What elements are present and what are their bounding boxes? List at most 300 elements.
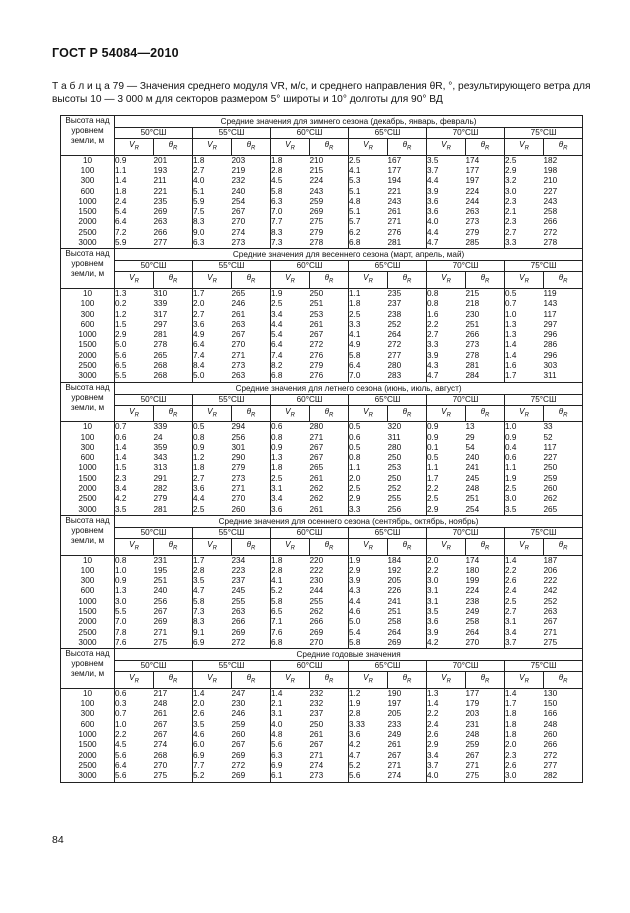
symbol-header-row bbox=[61, 272, 583, 289]
speed-cell: 2.0 bbox=[349, 473, 361, 483]
speed-cell: 6.8 bbox=[271, 371, 283, 381]
direction-cell: 255 bbox=[388, 494, 427, 504]
latitude-header: 70°СШ bbox=[427, 661, 505, 672]
speed-cell: 7.0 bbox=[349, 371, 361, 381]
speed-cell: 5.5 bbox=[115, 371, 127, 381]
direction-cell: 274 bbox=[232, 228, 271, 238]
direction-cell: 274 bbox=[388, 771, 427, 782]
direction-cell: 250 bbox=[388, 474, 427, 484]
speed-cell: 6.3 bbox=[271, 196, 283, 206]
speed-cell: 6.8 bbox=[271, 637, 283, 647]
direction-cell: 273 bbox=[232, 361, 271, 371]
direction-cell: 174 bbox=[466, 555, 505, 566]
speed-cell: 1.8 bbox=[271, 555, 310, 566]
speed-symbol: $V_R$ bbox=[349, 405, 388, 422]
direction-cell: 280 bbox=[388, 443, 427, 453]
speed-cell: 3.5 bbox=[193, 576, 205, 586]
speed-cell: 4.4 bbox=[193, 494, 205, 504]
speed-cell: 6.9 bbox=[193, 637, 205, 647]
speed-cell: 0.6 bbox=[505, 453, 517, 463]
speed-cell: 1.8 bbox=[115, 186, 127, 196]
height-cell: 600 bbox=[61, 586, 115, 596]
direction-cell: 262 bbox=[310, 494, 349, 504]
direction-cell: 275 bbox=[154, 638, 193, 649]
direction-cell: 279 bbox=[310, 228, 349, 238]
speed-cell: 3.5 bbox=[193, 719, 205, 729]
speed-cell: 5.4 bbox=[271, 330, 283, 340]
direction-cell: 241 bbox=[466, 463, 505, 473]
speed-cell: 4.6 bbox=[193, 730, 205, 740]
direction-cell: 267 bbox=[154, 730, 193, 740]
speed-cell: 3.6 bbox=[427, 617, 439, 627]
speed-cell: 2.5 bbox=[349, 309, 361, 319]
speed-cell: 2.7 bbox=[193, 165, 205, 175]
speed-cell: 4.3 bbox=[349, 586, 361, 596]
height-cell: 2500 bbox=[61, 628, 115, 638]
season-header-row bbox=[61, 382, 583, 394]
speed-cell: 5.1 bbox=[193, 186, 205, 196]
speed-cell: 2.9 bbox=[349, 494, 361, 504]
speed-cell: 2.0 bbox=[193, 299, 205, 309]
table-row bbox=[61, 340, 583, 350]
season-title: Средние значения для летнего сезона (июнь, июль, август) bbox=[115, 382, 583, 394]
speed-cell: 1.3 bbox=[505, 330, 517, 340]
table-row bbox=[61, 699, 583, 709]
speed-cell: 5.6 bbox=[115, 771, 154, 782]
direction-cell: 187 bbox=[544, 555, 583, 566]
direction-cell: 230 bbox=[466, 310, 505, 320]
direction-cell: 237 bbox=[310, 709, 349, 719]
direction-cell: 258 bbox=[544, 207, 583, 217]
direction-cell: 273 bbox=[310, 771, 349, 782]
direction-cell: 272 bbox=[232, 638, 271, 649]
direction-cell: 271 bbox=[544, 628, 583, 638]
latitude-header-row bbox=[61, 394, 583, 405]
speed-cell: 2.7 bbox=[427, 330, 439, 340]
speed-cell: 6.4 bbox=[115, 217, 127, 227]
speed-cell: 2.4 bbox=[505, 586, 517, 596]
speed-cell: 8.3 bbox=[193, 617, 205, 627]
direction-cell: 266 bbox=[154, 228, 193, 238]
speed-cell: 8.4 bbox=[193, 361, 205, 371]
direction-symbol: $\theta_R$ bbox=[388, 538, 427, 555]
direction-cell: 282 bbox=[154, 484, 193, 494]
speed-cell: 5.2 bbox=[193, 771, 232, 782]
speed-cell: 2.5 bbox=[427, 494, 439, 504]
direction-symbol: $\theta_R$ bbox=[232, 405, 271, 422]
table-row bbox=[61, 720, 583, 730]
speed-cell: 1.5 bbox=[115, 463, 127, 473]
direction-cell: 243 bbox=[544, 197, 583, 207]
direction-cell: 233 bbox=[388, 720, 427, 730]
latitude-header: 70°СШ bbox=[427, 261, 505, 272]
direction-cell: 256 bbox=[388, 505, 427, 516]
speed-cell: 1.3 bbox=[427, 688, 466, 699]
direction-cell: 267 bbox=[154, 720, 193, 730]
direction-cell: 230 bbox=[232, 699, 271, 709]
direction-cell: 267 bbox=[232, 330, 271, 340]
direction-cell: 246 bbox=[232, 299, 271, 309]
direction-cell: 248 bbox=[466, 730, 505, 740]
speed-symbol: $V_R$ bbox=[349, 272, 388, 289]
direction-cell: 117 bbox=[544, 443, 583, 453]
speed-cell: 3.0 bbox=[505, 771, 544, 782]
speed-cell: 1.8 bbox=[505, 709, 517, 719]
speed-cell: 2.2 bbox=[427, 484, 439, 494]
speed-cell: 5.0 bbox=[349, 617, 361, 627]
speed-cell: 2.8 bbox=[271, 565, 283, 575]
direction-cell: 270 bbox=[310, 638, 349, 649]
latitude-header: 70°СШ bbox=[427, 394, 505, 405]
speed-cell: 2.5 bbox=[505, 155, 544, 166]
speed-cell: 0.7 bbox=[115, 422, 154, 433]
direction-cell: 273 bbox=[466, 217, 505, 227]
direction-symbol: $\theta_R$ bbox=[544, 672, 583, 689]
speed-cell: 2.9 bbox=[349, 565, 361, 575]
speed-cell: 3.33 bbox=[349, 719, 365, 729]
table-row bbox=[61, 474, 583, 484]
speed-cell: 7.0 bbox=[115, 617, 127, 627]
height-cell: 1000 bbox=[61, 330, 115, 340]
direction-cell: 271 bbox=[232, 484, 271, 494]
height-cell: 2500 bbox=[61, 228, 115, 238]
direction-cell: 269 bbox=[310, 628, 349, 638]
direction-cell: 279 bbox=[154, 494, 193, 504]
speed-cell: 0.8 bbox=[427, 299, 439, 309]
speed-cell: 5.0 bbox=[115, 340, 127, 350]
table-row bbox=[61, 607, 583, 617]
speed-cell: 4.2 bbox=[115, 494, 127, 504]
table-row bbox=[61, 330, 583, 340]
direction-cell: 210 bbox=[544, 176, 583, 186]
direction-cell: 269 bbox=[154, 617, 193, 627]
height-cell: 600 bbox=[61, 720, 115, 730]
speed-cell: 3.0 bbox=[505, 494, 517, 504]
speed-cell: 1.0 bbox=[505, 422, 544, 433]
direction-cell: 262 bbox=[544, 494, 583, 504]
speed-symbol: $V_R$ bbox=[427, 538, 466, 555]
direction-cell: 290 bbox=[232, 453, 271, 463]
speed-cell: 2.3 bbox=[505, 217, 517, 227]
latitude-header-row bbox=[61, 527, 583, 538]
speed-cell: 2.5 bbox=[193, 504, 205, 514]
direction-cell: 281 bbox=[154, 330, 193, 340]
speed-cell: 6.9 bbox=[271, 760, 283, 770]
speed-cell: 6.0 bbox=[193, 740, 205, 750]
speed-cell: 2.1 bbox=[271, 699, 283, 709]
table-row bbox=[61, 187, 583, 197]
direction-symbol: $\theta_R$ bbox=[154, 272, 193, 289]
speed-cell: 2.4 bbox=[427, 719, 439, 729]
direction-cell: 240 bbox=[232, 187, 271, 197]
direction-cell: 258 bbox=[388, 617, 427, 627]
direction-cell: 190 bbox=[388, 688, 427, 699]
speed-cell: 0.8 bbox=[115, 555, 154, 566]
direction-cell: 184 bbox=[388, 555, 427, 566]
speed-cell: 1.0 bbox=[505, 309, 517, 319]
direction-cell: 235 bbox=[388, 288, 427, 299]
speed-cell: 0.7 bbox=[115, 709, 127, 719]
height-cell: 1000 bbox=[61, 197, 115, 207]
symbol-header-row bbox=[61, 139, 583, 156]
latitude-header: 50°СШ bbox=[115, 527, 193, 538]
speed-symbol: $V_R$ bbox=[193, 272, 232, 289]
speed-cell: 0.9 bbox=[271, 442, 283, 452]
speed-cell: 4.7 bbox=[349, 750, 361, 760]
direction-cell: 261 bbox=[310, 730, 349, 740]
direction-cell: 177 bbox=[466, 688, 505, 699]
season-title: Средние значения для весеннего сезона (март, апрель, май) bbox=[115, 249, 583, 261]
direction-cell: 254 bbox=[232, 197, 271, 207]
direction-cell: 215 bbox=[310, 166, 349, 176]
direction-cell: 271 bbox=[154, 628, 193, 638]
speed-cell: 6.4 bbox=[193, 340, 205, 350]
direction-cell: 217 bbox=[154, 688, 193, 699]
speed-cell: 6.4 bbox=[115, 760, 127, 770]
speed-cell: 3.7 bbox=[505, 637, 517, 647]
height-cell: 10 bbox=[61, 288, 115, 299]
speed-cell: 2.3 bbox=[505, 196, 517, 206]
speed-cell: 1.1 bbox=[427, 463, 439, 473]
height-cell: 300 bbox=[61, 176, 115, 186]
direction-cell: 222 bbox=[544, 576, 583, 586]
direction-symbol: $\theta_R$ bbox=[232, 272, 271, 289]
direction-symbol: $\theta_R$ bbox=[310, 405, 349, 422]
table-row bbox=[61, 238, 583, 249]
direction-cell: 248 bbox=[544, 720, 583, 730]
latitude-header: 55°СШ bbox=[193, 128, 271, 139]
speed-symbol: $V_R$ bbox=[115, 272, 154, 289]
speed-cell: 3.5 bbox=[115, 504, 127, 514]
speed-cell: 9.0 bbox=[193, 227, 205, 237]
direction-cell: 267 bbox=[310, 443, 349, 453]
speed-cell: 0.4 bbox=[505, 442, 517, 452]
wind-table bbox=[60, 115, 583, 783]
speed-cell: 4.1 bbox=[349, 165, 361, 175]
direction-cell: 227 bbox=[544, 453, 583, 463]
speed-cell: 3.5 bbox=[427, 607, 439, 617]
direction-cell: 251 bbox=[310, 299, 349, 309]
height-cell: 1500 bbox=[61, 607, 115, 617]
direction-cell: 268 bbox=[154, 371, 193, 382]
direction-cell: 167 bbox=[388, 155, 427, 166]
direction-symbol: $\theta_R$ bbox=[232, 139, 271, 156]
speed-cell: 5.1 bbox=[349, 207, 361, 217]
table-row bbox=[61, 433, 583, 443]
direction-cell: 263 bbox=[232, 607, 271, 617]
speed-cell: 3.1 bbox=[427, 586, 439, 596]
speed-cell: 3.9 bbox=[427, 186, 439, 196]
table-row bbox=[61, 422, 583, 433]
speed-cell: 2.0 bbox=[427, 555, 466, 566]
direction-cell: 254 bbox=[466, 505, 505, 516]
table-row bbox=[61, 320, 583, 330]
direction-symbol: $\theta_R$ bbox=[154, 139, 193, 156]
speed-cell: 3.5 bbox=[427, 155, 466, 166]
direction-cell: 272 bbox=[232, 761, 271, 771]
direction-symbol: $\theta_R$ bbox=[310, 672, 349, 689]
speed-cell: 1.4 bbox=[505, 340, 517, 350]
direction-cell: 258 bbox=[466, 617, 505, 627]
speed-cell: 3.0 bbox=[115, 596, 127, 606]
speed-symbol: $V_R$ bbox=[349, 538, 388, 555]
latitude-header: 50°СШ bbox=[115, 394, 193, 405]
table-row bbox=[61, 576, 583, 586]
speed-cell: 0.8 bbox=[427, 288, 466, 299]
speed-cell: 1.6 bbox=[505, 361, 517, 371]
direction-cell: 205 bbox=[388, 576, 427, 586]
height-cell: 3000 bbox=[61, 638, 115, 649]
speed-cell: 5.7 bbox=[349, 217, 361, 227]
speed-cell: 6.4 bbox=[349, 361, 361, 371]
speed-cell: 4.7 bbox=[427, 371, 439, 381]
speed-cell: 2.6 bbox=[505, 576, 517, 586]
speed-cell: 1.4 bbox=[271, 688, 310, 699]
direction-cell: 271 bbox=[310, 433, 349, 443]
speed-cell: 5.6 bbox=[349, 771, 388, 782]
wind-data-table bbox=[60, 115, 582, 783]
direction-cell: 313 bbox=[154, 463, 193, 473]
speed-cell: 3.7 bbox=[427, 165, 439, 175]
speed-cell: 6.8 bbox=[349, 238, 361, 248]
height-cell: 1500 bbox=[61, 740, 115, 750]
direction-cell: 194 bbox=[388, 176, 427, 186]
speed-cell: 7.7 bbox=[193, 760, 205, 770]
speed-cell: 2.5 bbox=[349, 484, 361, 494]
height-cell: 2000 bbox=[61, 617, 115, 627]
speed-cell: 2.5 bbox=[505, 484, 517, 494]
direction-cell: 265 bbox=[310, 463, 349, 473]
latitude-header: 75°СШ bbox=[505, 128, 583, 139]
speed-cell: 4.9 bbox=[349, 340, 361, 350]
speed-cell: 1.0 bbox=[115, 719, 127, 729]
direction-cell: 251 bbox=[466, 320, 505, 330]
speed-cell: 1.8 bbox=[505, 719, 517, 729]
direction-cell: 243 bbox=[388, 197, 427, 207]
direction-cell: 179 bbox=[466, 699, 505, 709]
direction-cell: 192 bbox=[388, 566, 427, 576]
direction-symbol: $\theta_R$ bbox=[388, 672, 427, 689]
speed-cell: 7.7 bbox=[271, 217, 283, 227]
speed-cell: 0.5 bbox=[505, 288, 544, 299]
speed-cell: 5.6 bbox=[271, 740, 283, 750]
speed-cell: 8.3 bbox=[271, 227, 283, 237]
speed-cell: 1.4 bbox=[115, 442, 127, 452]
direction-cell: 281 bbox=[388, 238, 427, 249]
speed-symbol: $V_R$ bbox=[115, 672, 154, 689]
direction-cell: 226 bbox=[388, 586, 427, 596]
direction-cell: 252 bbox=[388, 320, 427, 330]
speed-cell: 1.3 bbox=[505, 319, 517, 329]
speed-cell: 3.4 bbox=[505, 627, 517, 637]
direction-cell: 266 bbox=[544, 740, 583, 750]
speed-cell: 3.9 bbox=[427, 350, 439, 360]
height-column-header: Высота над уровнем земли, м bbox=[61, 382, 115, 422]
table-row bbox=[61, 176, 583, 186]
speed-cell: 6.2 bbox=[349, 227, 361, 237]
speed-cell: 0.8 bbox=[349, 453, 361, 463]
direction-cell: 339 bbox=[154, 299, 193, 309]
direction-cell: 259 bbox=[232, 720, 271, 730]
table-row bbox=[61, 617, 583, 627]
speed-cell: 2.0 bbox=[505, 740, 517, 750]
direction-cell: 274 bbox=[310, 761, 349, 771]
table-row bbox=[61, 443, 583, 453]
direction-cell: 260 bbox=[544, 730, 583, 740]
direction-cell: 261 bbox=[310, 320, 349, 330]
direction-cell: 339 bbox=[154, 422, 193, 433]
table-row bbox=[61, 494, 583, 504]
direction-cell: 235 bbox=[154, 197, 193, 207]
direction-cell: 117 bbox=[544, 310, 583, 320]
speed-cell: 5.4 bbox=[115, 207, 127, 217]
direction-cell: 269 bbox=[388, 638, 427, 649]
speed-cell: 7.4 bbox=[193, 350, 205, 360]
speed-symbol: $V_R$ bbox=[427, 272, 466, 289]
speed-cell: 5.5 bbox=[115, 607, 127, 617]
direction-symbol: $\theta_R$ bbox=[154, 405, 193, 422]
height-cell: 300 bbox=[61, 576, 115, 586]
latitude-header: 70°СШ bbox=[427, 128, 505, 139]
direction-symbol: $\theta_R$ bbox=[310, 272, 349, 289]
speed-cell: 3.4 bbox=[427, 750, 439, 760]
direction-cell: 261 bbox=[232, 310, 271, 320]
table-row bbox=[61, 688, 583, 699]
direction-cell: 247 bbox=[232, 688, 271, 699]
season-title: Средние значения для осеннего сезона (сентябрь, октябрь, ноябрь) bbox=[115, 515, 583, 527]
speed-cell: 0.6 bbox=[115, 432, 127, 442]
direction-symbol: $\theta_R$ bbox=[544, 272, 583, 289]
table-row bbox=[61, 197, 583, 207]
latitude-header: 50°СШ bbox=[115, 261, 193, 272]
height-cell: 10 bbox=[61, 688, 115, 699]
height-cell: 3000 bbox=[61, 371, 115, 382]
speed-cell: 1.0 bbox=[115, 565, 127, 575]
season-title: Средние значения для зимнего сезона (декабрь, январь, февраль) bbox=[115, 116, 583, 128]
height-cell: 2000 bbox=[61, 217, 115, 227]
speed-cell: 2.2 bbox=[115, 730, 127, 740]
table-row bbox=[61, 751, 583, 761]
height-cell: 3000 bbox=[61, 505, 115, 516]
direction-cell: 264 bbox=[388, 628, 427, 638]
speed-cell: 7.8 bbox=[115, 627, 127, 637]
speed-cell: 2.2 bbox=[427, 319, 439, 329]
height-cell: 2000 bbox=[61, 484, 115, 494]
speed-cell: 2.5 bbox=[505, 596, 517, 606]
speed-cell: 2.9 bbox=[115, 330, 127, 340]
direction-cell: 253 bbox=[310, 310, 349, 320]
direction-cell: 199 bbox=[466, 576, 505, 586]
speed-cell: 4.4 bbox=[271, 319, 283, 329]
direction-cell: 245 bbox=[466, 474, 505, 484]
direction-cell: 267 bbox=[232, 207, 271, 217]
direction-cell: 270 bbox=[154, 761, 193, 771]
latitude-header-row bbox=[61, 261, 583, 272]
direction-cell: 265 bbox=[154, 351, 193, 361]
speed-symbol: $V_R$ bbox=[193, 538, 232, 555]
speed-cell: 1.5 bbox=[115, 319, 127, 329]
latitude-header: 55°СШ bbox=[193, 527, 271, 538]
document-header: ГОСТ Р 54084—2010 bbox=[52, 46, 179, 60]
speed-cell: 3.2 bbox=[505, 176, 517, 186]
direction-cell: 277 bbox=[544, 761, 583, 771]
direction-cell: 310 bbox=[154, 288, 193, 299]
direction-cell: 201 bbox=[154, 155, 193, 166]
height-cell: 10 bbox=[61, 422, 115, 433]
speed-cell: 3.3 bbox=[349, 504, 361, 514]
direction-cell: 143 bbox=[544, 299, 583, 309]
direction-cell: 230 bbox=[310, 576, 349, 586]
